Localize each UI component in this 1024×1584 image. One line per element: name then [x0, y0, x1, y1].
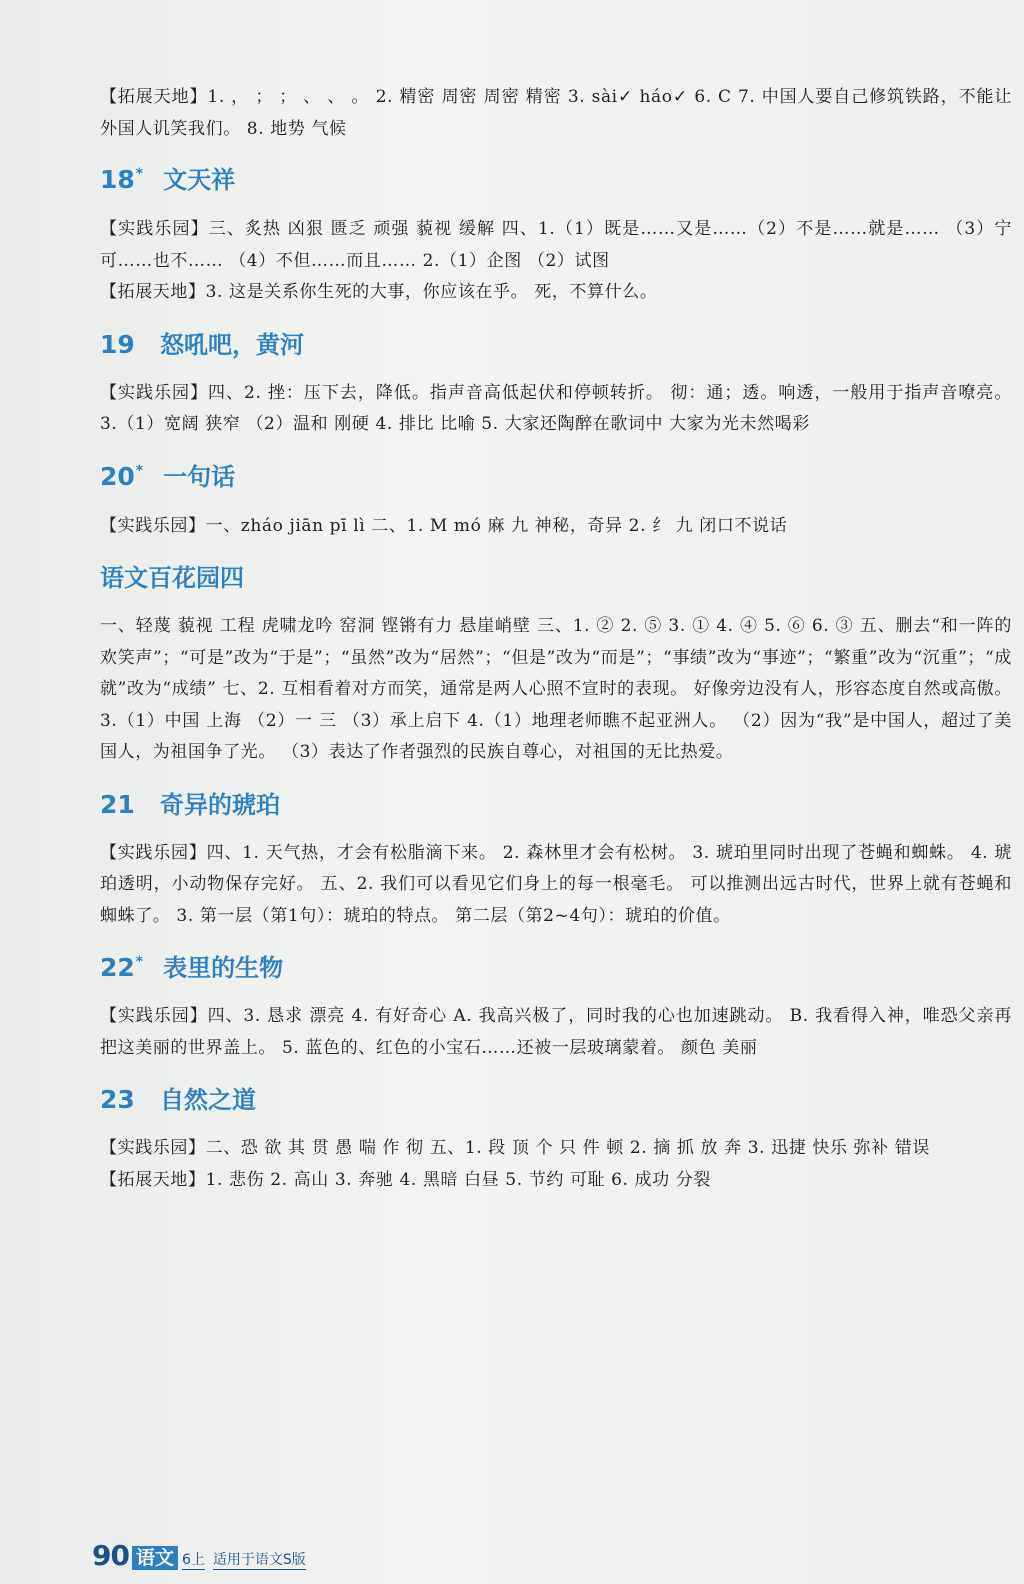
unit-review-title: 语文百花园四: [100, 564, 244, 592]
page-footer: [92, 1539, 306, 1572]
practice-answers-19: 【实践乐园】四、2. 挫：压下去，降低。指声音高低起伏和停顿转折。 彻：通；透。响透，一般用于指声音嘹亮。 3.（1）宽阔 狭窄 （2）温和 刚硬 4. 排比 比喻 5. 大家还陶醉在歌词中 大家为光未然喝彩: [100, 382, 1012, 434]
practice-answers-20: 【实践乐园】一、zháo jiān pī lì 二、1. M mó 麻 九 神秘，奇异 2. 纟 九 闭口不说话: [100, 515, 788, 536]
lesson-number: 19: [100, 329, 135, 359]
lesson-heading-22: [100, 948, 1012, 983]
practice-answers-23: 【实践乐园】二、恐 欲 其 贯 愚 喘 作 彻 五、1. 段 顶 个 只 件 顿 2. 摘 抓 放 奔 3. 迅捷 快乐 弥补 错误: [100, 1138, 930, 1158]
unit-review-heading: [100, 558, 1012, 593]
lesson-title: 表里的生物: [163, 954, 284, 982]
practice-answers-18: 【实践乐园】三、炙热 凶狠 匮乏 顽强 藐视 缓解 四、1.（1）既是……又是……（2）不是……就是…… （3）宁可……也不…… （4）不但……而且…… 2.（1）企图 （2）试图: [100, 219, 1012, 271]
lesson-title: 文天祥: [163, 166, 236, 194]
expand-answers-17: 【拓展天地】1. ， ； ； 、 、 。 2. 精密 周密 周密 精密 3. sài✓ háo✓ 6. C 7. 中国人要自己修筑铁路，不能让外国人讥笑我们。 8. 地势 气候: [100, 87, 1012, 139]
grade-label: 6上: [181, 1552, 205, 1568]
practice-answers-22: 【实践乐园】四、3. 恳求 漂亮 4. 有好奇心 A. 我高兴极了，同时我的心也加速跳动。 B. 我看得入神，唯恐父亲再把这美丽的世界盖上。 5. 蓝色的、红色的小宝石……还被一层玻璃蒙着。 颜色 美丽: [100, 1006, 1012, 1058]
unit-review-answers: 一、轻蔑 藐视 工程 虎啸龙吟 窑洞 铿锵有力 悬崖峭壁 三、1. ② 2. ⑤ 3. ① 4. ④ 5. ⑥ 6. ③ 五、删去“和一阵的欢笑声”；“可是”改为“于是”；“虽然”改为“居然”；“但是”改为“而是”；“事绩”改为“事迹”；“繁重”改为“沉重”；“成就”改为“成绩” 七、2. 互相看着对方而笑，通常是两人心照不宣时的表现。 好像旁边没有人，形容态度自然或高傲。 3.（1）中国 上海 （2）一 三 （3）承上启下 4.（1）地理老师瞧不起亚洲人。 （2）因为“我”是中国人，超过了美国人，为祖国争了光。 （3）表达了作者强烈的民族自尊心，对祖国的无比热爱。: [100, 616, 1012, 762]
lesson-title: 怒吼吧，黄河: [160, 330, 304, 359]
lesson-number: 20*: [100, 461, 144, 491]
lesson-title: 自然之道: [160, 1086, 256, 1114]
edition-label: 适用于语文S版: [212, 1552, 306, 1568]
lesson-number: 18*: [100, 165, 144, 194]
lesson-title: 一句话: [163, 462, 236, 491]
expand-answers-18: 【拓展天地】3. 这是关系你生死的大事，你应该在乎。 死，不算什么。: [100, 282, 658, 302]
subject-badge: 语文: [132, 1546, 178, 1570]
lesson-heading-23: [100, 1080, 1012, 1115]
lesson-number: 23: [100, 1085, 135, 1114]
page-number: 90: [92, 1539, 129, 1572]
lesson-title: 奇异的琥珀: [160, 790, 280, 819]
answer-content: [100, 82, 1012, 1196]
lesson-number: 21: [100, 789, 135, 819]
practice-answers-21: 【实践乐园】四、1. 天气热，才会有松脂滴下来。 2. 森林里才会有松树。 3. 琥珀里同时出现了苍蝇和蜘蛛。 4. 琥珀透明，小动物保存完好。 五、2. 我们可以看见它们身上的每一根毫毛。 可以推测出远古时代，世界上就有苍蝇和蜘蛛了。 3. 第一层（第1句）：琥珀的特点。 第二层（第2~4句）：琥珀的价值。: [100, 842, 1012, 926]
lesson-heading-19: [100, 325, 1012, 360]
lesson-heading-20: [100, 457, 1012, 492]
lesson-heading-18: [100, 160, 1012, 195]
lesson-heading-21: [100, 785, 1012, 820]
lesson-number: 22*: [100, 953, 144, 982]
expand-answers-23: 【拓展天地】1. 悲伤 2. 高山 3. 奔驰 4. 黑暗 白昼 5. 节约 可耻 6. 成功 分裂: [100, 1169, 711, 1190]
